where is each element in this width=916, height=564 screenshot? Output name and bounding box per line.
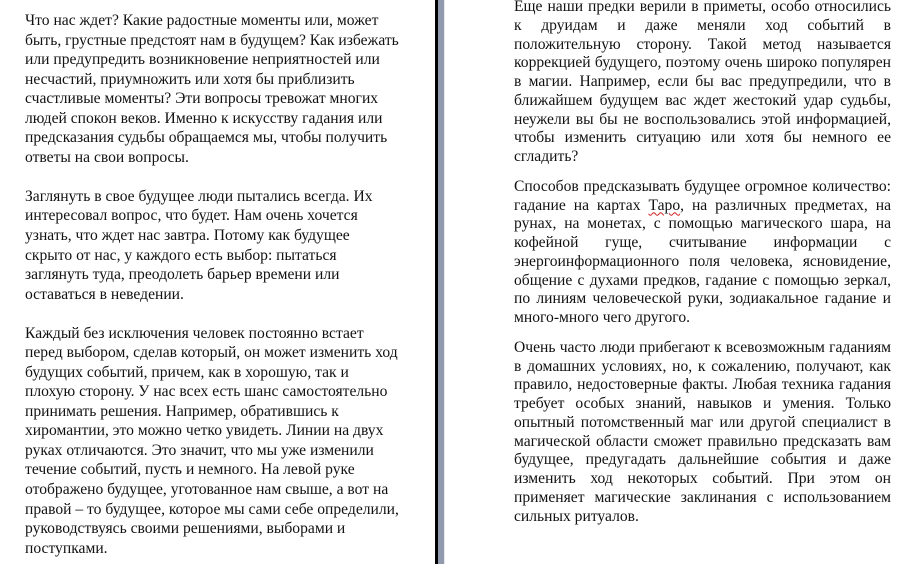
spellcheck-flagged-word[interactable]: Таро xyxy=(648,196,681,214)
left-text-column xyxy=(25,11,400,564)
paragraph[interactable]: Очень часто люди прибегают к всевозможным гаданиям в домашних условиях, но, к сожалению, получают, как правило, недостоверные факты. Любая техника гадания требует особых знаний, навыков и умения. Только опытный потомственный маг или другой специалист в магической области сможет правильно предсказать вам будущее, предугадать дальнейшие события и даже изменить ход некоторых событий. При этом он применяет магические заклинания с использованием сильных ритуалов. xyxy=(514,338,891,525)
right-text-column xyxy=(514,0,891,537)
paragraph[interactable]: Что нас ждет? Какие радостные моменты или, может быть, грустные предстоят нам в будущем? Как избежать или предупредить возникновение неприятностей или несчастий, приумножить или хотя бы приблизить счастливые моменты? Эти вопросы тревожат многих людей спокон веков. Именно к искусству гадания или предсказания судьбы обращаемся мы, чтобы получить ответы на свои вопросы. xyxy=(25,12,399,166)
right-page xyxy=(445,0,916,564)
paragraph[interactable]: Каждый без исключения человек постоянно встает перед выбором, сделав который, он может изменить ход будущих событий, причем, как в хорошую, так и плохую сторону. У нас всех есть шанс самостоятельно принимать решения. Например, обратившись к хиромантии, это можно четко увидеть. Линии на двух руках отличаются. Это значит, что мы уже изменили течение событий, пусть и немного. На левой руке отображено будущее, уготованное нам свыше, а вот на правой – то будущее, которое мы сами себе определили, руководствуясь своими решениями, выборами и поступками. xyxy=(25,324,399,557)
paragraph[interactable] xyxy=(514,178,891,328)
text-run: , на различных предметах, на рунах, на монетах, с помощью магического шара, на кофейной гуще, считывание информации с энергоинформационного поля человека, ясновидение, общение с духами предков, гадание с помощью зеркал, по линиям человеческой руки, зодиакальное гадание и много-много чего другого. xyxy=(514,196,891,326)
text-run: Способов предсказывать будущее огромное количество: гадание на картах xyxy=(514,177,891,214)
left-page xyxy=(0,0,435,564)
paragraph[interactable]: Еще наши предки верили в приметы, особо относились к друидам и даже меняли ход событий в положительную сторону. Такой метод называется коррекцией будущего, поэтому очень широко популярен в магии. Например, если бы вас предупредили, что в ближайшем будущем вас ждет жестокий удар судьбы, неужели вы бы не воспользовались этой информацией, чтобы изменить ситуацию или хотя бы немного ее сгладить? xyxy=(514,0,891,165)
paragraph[interactable]: Заглянуть в свое будущее люди пытались всегда. Их интересовал вопрос, что будет. Нам очень хочется узнать, что ждет нас завтра. Потому как будущее скрыто от нас, у каждого есть выбор: пытаться заглянуть туда, преодолеть барьер времени или оставаться в неведении. xyxy=(25,187,373,303)
